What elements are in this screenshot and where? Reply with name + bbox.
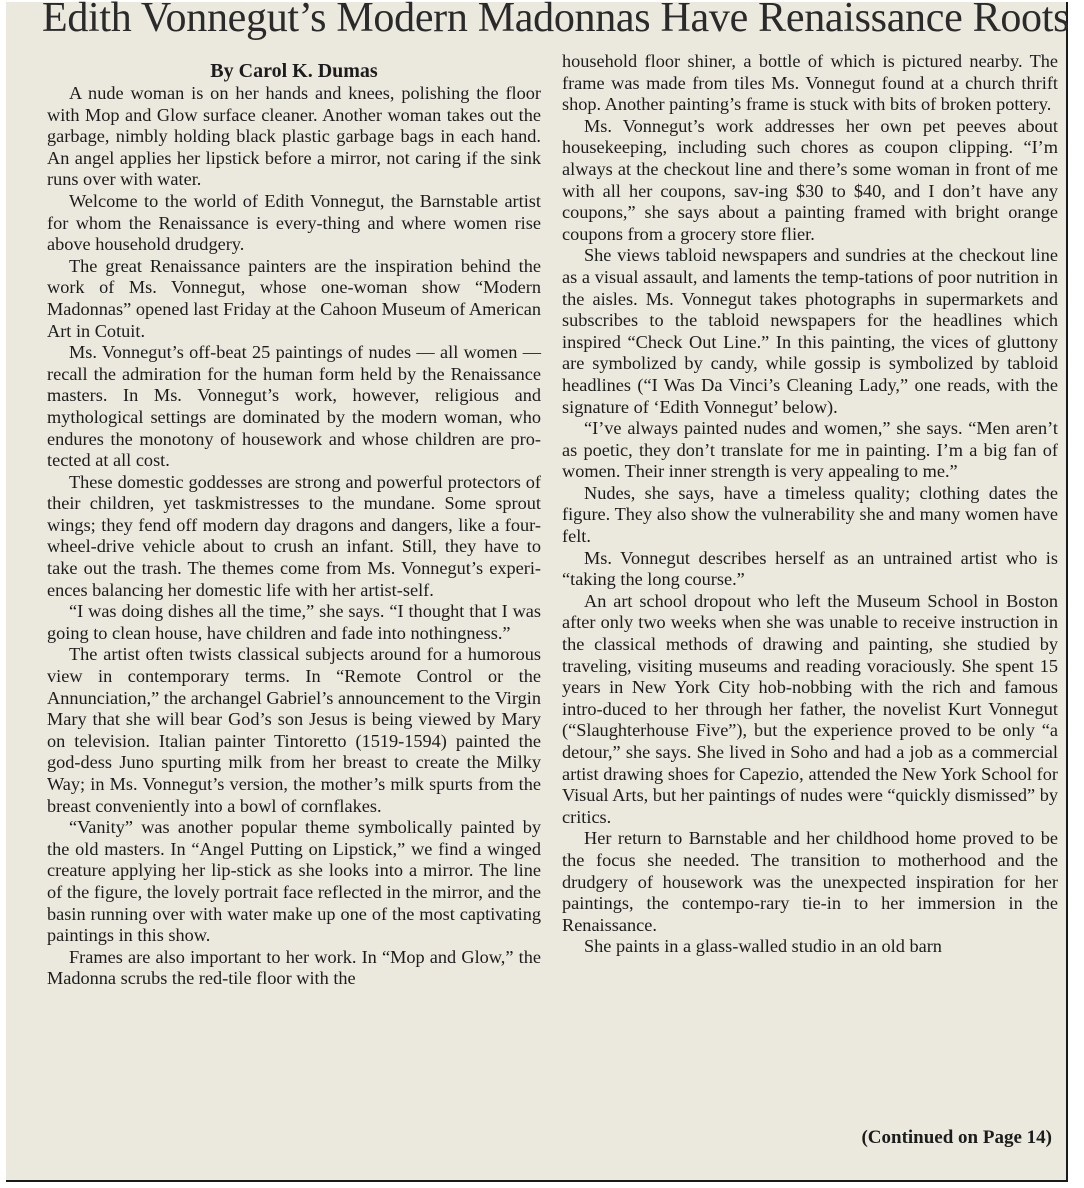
paragraph: Ms. Vonnegut describes herself as an untrained artist who is “taking the long course.” [562, 547, 1058, 590]
paragraph: household floor shiner, a bottle of which is pictured nearby. The frame was made from tiles Ms. Vonnegut found at a church thrift shop. Another painting’s frame is stuck with bits of broken pottery. [562, 51, 1058, 115]
paragraph: Her return to Barnstable and her childhood home proved to be the focus she needed. The transition to motherhood and the drudgery of housework was the unexpected inspiration for her paintings, the contempo-rary tie-in to her immersion in the Renaissance. [562, 828, 1058, 935]
paragraph: She paints in a glass-walled studio in an old barn [584, 936, 942, 957]
paragraph: A nude woman is on her hands and knees, polishing the floor with Mop and Glow surface cleaner. Another woman takes out the garbage, nimbly holding black plastic garbage bags in each hand. An angel applies her lipstick before a mirror, not caring if the sink runs over with water. [47, 83, 541, 190]
paragraph: She views tabloid newspapers and sundries at the checkout line as a visual assault, and laments the temp-tations of poor nutrition in the aisles. Ms. Vonnegut takes photographs in supermarkets and subscribes to the tabloid newspapers for the headlines which inspired “Check Out Line.” In this painting, the vices of gluttony are symbolized by candy, while gossip is symbolized by tabloid headlines (“I Was Da Vinci’s Cleaning Lady,” one reads, with the signature of ‘Edith Vonnegut’ below). [562, 245, 1058, 417]
paragraph: An art school dropout who left the Museum School in Boston after only two weeks when she was unable to receive instruction in the classical methods of drawing and painting, she studied by traveling, visiting museums and reading voraciously. She spent 15 years in New York City hob-nobbing with the rich and famous intro-duced to her through her father, the novelist Kurt Vonnegut (“Slaughterhouse Five”), but the experience proved to be only “a detour,” she says. She lived in Soho and had a job as a commercial artist drawing shoes for Capezio, attended the New York School for Visual Arts, but her paintings of nudes were “quickly dismissed” by critics. [562, 590, 1058, 827]
continued-notice: (Continued on Page 14) [861, 1127, 1052, 1148]
article-column-left [47, 59, 541, 990]
article-column-right [562, 51, 1058, 958]
paragraph: “I was doing dishes all the time,” she says. “I thought that I was going to clean house, have children and fade into nothingness.” [47, 601, 541, 643]
paragraph: Welcome to the world of Edith Vonnegut, the Barnstable artist for whom the Renaissance is every-thing and where women rise above household drudgery. [47, 190, 541, 255]
paragraph: Ms. Vonnegut’s work addresses her own pet peeves about housekeeping, including such chores as coupon clipping. “I’m always at the checkout line and there’s some woman in front of me with all her coupons, sav-ing $30 to $40, and I don’t have any coupons,” she says about a painting framed with bright orange coupons from a grocery store flier. [562, 115, 1058, 244]
paragraph: Frames are also important to her work. In “Mop and Glow,” the Madonna scrubs the red-tile floor with the [47, 946, 541, 989]
paragraph: “I’ve always painted nudes and women,” she says. “Men aren’t as poetic, they don’t translate for me in painting. I’m a big fan of women. Their inner strength is very appealing to me.” [562, 418, 1058, 482]
paragraph: Ms. Vonnegut’s off-beat 25 paintings of nudes — all women — recall the admiration for the human form held by the Renaissance masters. In Ms. Vonnegut’s work, however, religious and mythological settings are dominated by the modern woman, who endures the monotony of housework and whose children are pro-tected at all cost. [47, 342, 541, 471]
newspaper-clipping [6, 2, 1068, 1182]
paragraph: The great Renaissance painters are the inspiration behind the work of Ms. Vonnegut, whose one-woman show “Modern Madonnas” opened last Friday at the Cahoon Museum of American Art in Cotuit. [47, 255, 541, 341]
paragraph: Nudes, she says, have a timeless quality; clothing dates the figure. They also show the vulnerability she and many women have felt. [562, 482, 1058, 547]
article-byline: By Carol K. Dumas [210, 60, 378, 82]
paragraph: “Vanity” was another popular theme symbolically painted by the old masters. In “Angel Putting on Lipstick,” we find a winged creature applying her lip-stick as she looks into a mirror. The line of the figure, the lovely portrait face reflected in the mirror, and the basin running over with water make up one of the most captivating paintings in this show. [47, 817, 541, 946]
article-headline: Edith Vonnegut’s Modern Madonnas Have Renaissance Roots [42, 0, 1070, 41]
paragraph: These domestic goddesses are strong and powerful protectors of their children, yet taskmistresses to the mundane. Some sprout wings; they fend off modern day dragons and dangers, like a four-wheel-drive vehicle about to crush an infant. Still, they have to take out the trash. The themes come from Ms. Vonnegut’s experi-ences balancing her domestic life with her artist-self. [47, 471, 541, 600]
paragraph: The artist often twists classical subjects around for a humorous view in contemporary terms. In “Remote Control or the Annunciation,” the archangel Gabriel’s announcement to the Virgin Mary that she will bear God’s son Jesus is being viewed by Mary on television. Italian painter Tintoretto (1519-1594) painted the god-dess Juno spurting milk from her breast to create the Milky Way; in Ms. Vonnegut’s version, the mother’s milk spurts from the breast conveniently into a bowl of cornflakes. [47, 644, 541, 816]
